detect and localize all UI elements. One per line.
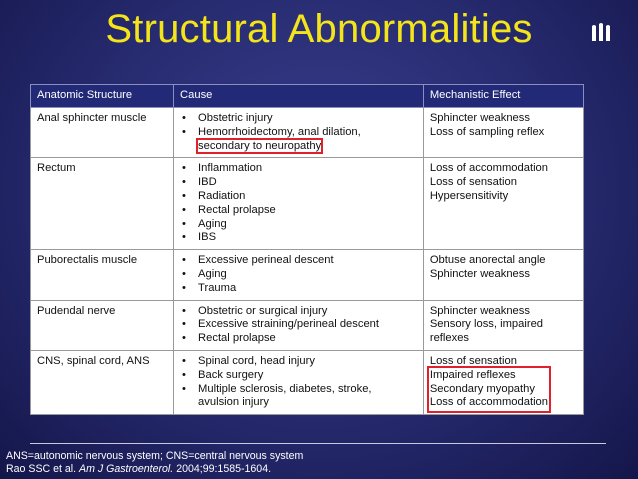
- cause-cell: [174, 300, 424, 350]
- cause-cell: [174, 158, 424, 250]
- cause-item: • Trauma: [180, 282, 417, 296]
- effect-cell: [423, 300, 583, 350]
- cause-item: • Rectal prolapse: [180, 204, 417, 218]
- cause-item: • Aging: [180, 218, 417, 232]
- effect-line: Loss of accommodation: [429, 396, 548, 409]
- cause-cell: [174, 250, 424, 300]
- cause-continuation: avulsion injury: [198, 396, 269, 409]
- cause-highlight: secondary to neuropathy: [198, 139, 322, 152]
- cause-item: [180, 126, 417, 154]
- effect-line: Obtuse anorectal angle: [429, 254, 546, 267]
- effect-cell: [423, 108, 583, 158]
- cause-item: • IBD: [180, 176, 417, 190]
- structure-cell: Puborectalis muscle: [31, 250, 174, 300]
- header-anatomic-structure: Anatomic Structure: [31, 85, 174, 108]
- header-cause: Cause: [174, 85, 424, 108]
- effect-line: Sphincter weakness: [429, 112, 530, 124]
- cause-item-text: Hemorrhoidectomy, anal dilation,: [198, 125, 361, 138]
- citation-journal: Am J Gastroenterol.: [79, 463, 174, 475]
- abbreviations-note: ANS=autonomic nervous system; CNS=central nervous system: [6, 450, 304, 462]
- table-row: [31, 158, 584, 250]
- cause-item: • Excessive straining/perineal descent: [180, 318, 417, 332]
- effect-line: Hypersensitivity: [429, 189, 509, 202]
- effect-cell: [423, 158, 583, 250]
- footer-divider: [30, 443, 606, 444]
- cause-item: • Aging: [180, 268, 417, 282]
- effect-cell: [423, 350, 583, 414]
- footer: [6, 450, 303, 476]
- table-row: [31, 350, 584, 414]
- citation: [6, 463, 303, 476]
- header-mechanistic-effect: Mechanistic Effect: [423, 85, 583, 108]
- effect-line: Loss of sensation: [429, 176, 517, 189]
- table-row: [31, 300, 584, 350]
- cause-cell: [174, 350, 424, 414]
- structure-cell: CNS, spinal cord, ANS: [31, 350, 174, 414]
- structure-cell: Rectum: [31, 158, 174, 250]
- cause-item-text: Multiple sclerosis, diabetes, stroke,: [198, 382, 372, 395]
- citation-authors: Rao SSC et al.: [6, 463, 77, 475]
- cause-item: • IBS: [180, 231, 417, 245]
- structure-cell: Pudendal nerve: [31, 300, 174, 350]
- cause-item: • Inflammation: [180, 162, 417, 176]
- cause-item: • Obstetric injury: [180, 112, 417, 126]
- cause-item: • Radiation: [180, 190, 417, 204]
- structural-abnormalities-table: [30, 84, 584, 415]
- effect-line: reflexes: [429, 332, 470, 345]
- effect-line: Sphincter weakness: [429, 267, 530, 280]
- cause-cell: [174, 108, 424, 158]
- cause-item: • Excessive perineal descent: [180, 254, 417, 268]
- cause-item: • Back surgery: [180, 369, 417, 383]
- effect-line: Loss of sensation: [429, 354, 517, 367]
- slide-title: Structural Abnormalities: [105, 7, 533, 51]
- cause-item: • Spinal cord, head injury: [180, 355, 417, 369]
- effect-line: Impaired reflexes: [429, 368, 516, 381]
- cause-item: • Rectal prolapse: [180, 332, 417, 346]
- citation-details: 2004;99:1585-1604.: [176, 463, 272, 475]
- cause-item: • Obstetric or surgical injury: [180, 305, 417, 319]
- effects-highlight-box: [430, 369, 548, 410]
- effect-line: Sensory loss, impaired: [429, 318, 544, 331]
- effect-line: Loss of sampling reflex: [429, 125, 545, 138]
- effect-line: Secondary myopathy: [429, 382, 535, 395]
- table-row: [31, 250, 584, 300]
- table-header-row: [31, 85, 584, 108]
- table-row: [31, 108, 584, 158]
- stylized-bars-logo: [590, 22, 612, 42]
- effect-line: Loss of accommodation: [429, 162, 548, 175]
- effect-cell: [423, 250, 583, 300]
- structure-cell: Anal sphincter muscle: [31, 108, 174, 158]
- effect-line: Sphincter weakness: [429, 304, 530, 317]
- cause-item: [180, 383, 417, 411]
